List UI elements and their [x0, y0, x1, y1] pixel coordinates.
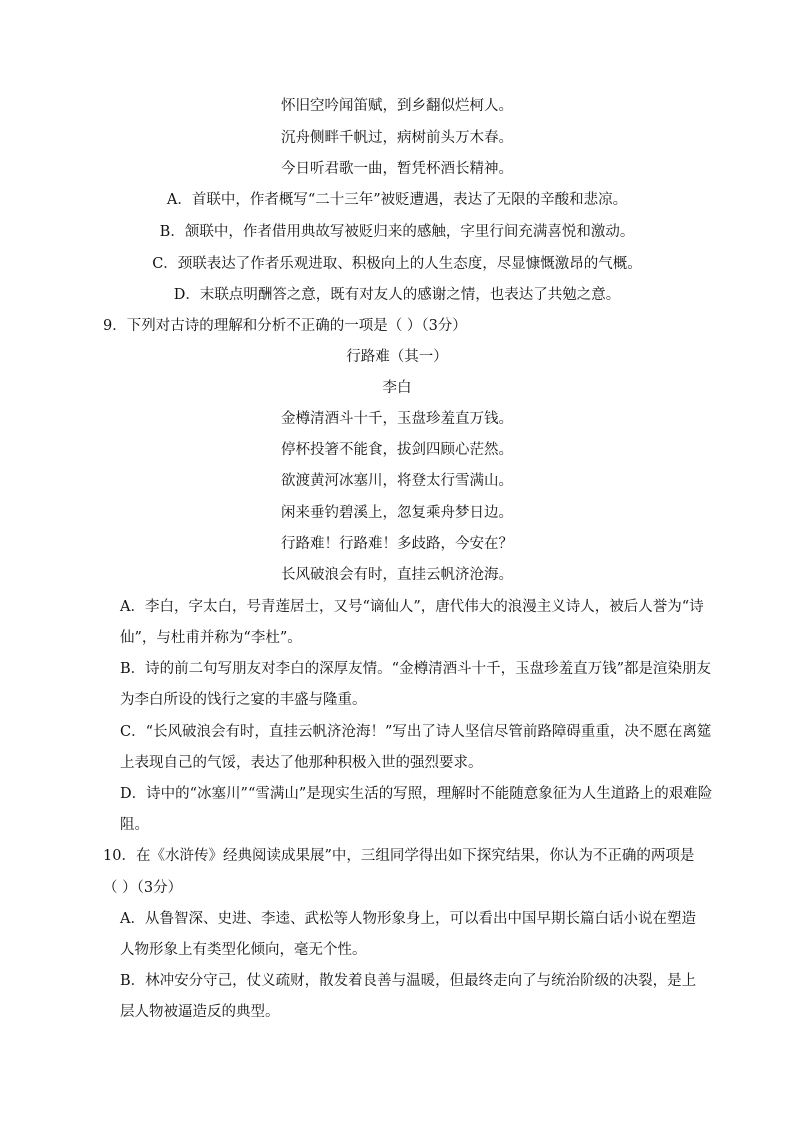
q9-option-a: A．李白，字太白，号青莲居士，又号“谪仙人”，唐代伟大的浪漫主义诗人，被后人誉为“诗 — [120, 599, 704, 615]
q8-option-b: B．颔联中，作者借用典故写被贬归来的感触，字里行间充满喜悦和激动。 — [159, 224, 635, 240]
q10-option-b: B．林冲安分守己，仗义疏财，散发着良善与温暖，但最终走向了与统治阶级的决裂，是上 — [120, 973, 697, 989]
q9-option-c-cont: 上表现自己的气馁，表达了他那种积极入世的强烈要求。 — [120, 755, 483, 771]
poem-line: 欲渡黄河冰塞川，将登太行雪满山。 — [281, 473, 513, 489]
q8-option-c: C．颈联表达了作者乐观进取、积极向上的人生态度，尽显慷慨激昂的气概。 — [152, 256, 642, 272]
q9-option-b-cont: 为李白所设的饯行之宴的丰盛与隆重。 — [120, 692, 367, 708]
q10-option-a-cont: 人物形象上有类型化倾向，毫无个性。 — [120, 942, 367, 958]
q9-option-d: D．诗中的“冰塞川”“雪满山”是现实生活的写照，理解时不能随意象征为人生道路上的艰难险 — [120, 786, 713, 802]
q9-option-c: C．“长风破浪会有时，直挂云帆济沧海！”写出了诗人坚信尽管前路障碍重重，决不愿在离筵 — [120, 724, 712, 740]
q10-option-b-cont: 层人物被逼造反的典型。 — [120, 1004, 280, 1020]
poem-line: 今日听君歌一曲，暂凭杯酒长精神。 — [281, 161, 513, 177]
poem-line: 长风破浪会有时，直挂云帆济沧海。 — [281, 567, 513, 583]
q10-stem-cont: （ ）（3分） — [103, 880, 183, 896]
q8-option-d: D．末联点明酬答之意，既有对友人的感谢之情，也表达了共勉之意。 — [173, 287, 621, 303]
poem-line: 金樽清酒斗十千，玉盘珍羞直万钱。 — [281, 411, 513, 427]
poem-line: 怀旧空吟闻笛赋，到乡翻似烂柯人。 — [281, 98, 513, 114]
poem-title: 行路难（其一） — [346, 349, 448, 365]
poem-line: 闲来垂钓碧溪上，忽复乘舟梦日边。 — [281, 505, 513, 521]
poem-author: 李白 — [382, 380, 412, 396]
q9-option-b: B．诗的前二句写朋友对李白的深厚友情。“金樽清酒斗十千，玉盘珍羞直万钱”都是渲染朋友 — [120, 661, 711, 677]
q10-option-a: A．从鲁智深、史进、李逵、武松等人物形象身上，可以看出中国早期长篇白话小说在塑造 — [120, 911, 696, 927]
poem-line: 停杯投箸不能食，拔剑四顾心茫然。 — [281, 442, 513, 458]
poem-line: 行路难！行路难！多歧路，今安在？ — [281, 536, 513, 552]
poem-line: 沉舟侧畔千帆过，病树前头万木春。 — [281, 130, 513, 146]
q10-stem: 10．在《水浒传》经典阅读成果展”中，三组同学得出如下探究结果，你认为不正确的两项是 — [103, 848, 695, 864]
q9-stem: 9．下列对古诗的理解和分析不正确的一项是（ ）（3分） — [103, 318, 467, 334]
q8-option-a: A．首联中，作者概写“二十三年”被贬遭遇，表达了无限的辛酸和悲凉。 — [166, 192, 628, 208]
q9-option-a-cont: 仙”，与杜甫并称为“李杜”。 — [120, 630, 302, 646]
q9-option-d-cont: 阻。 — [120, 817, 149, 833]
